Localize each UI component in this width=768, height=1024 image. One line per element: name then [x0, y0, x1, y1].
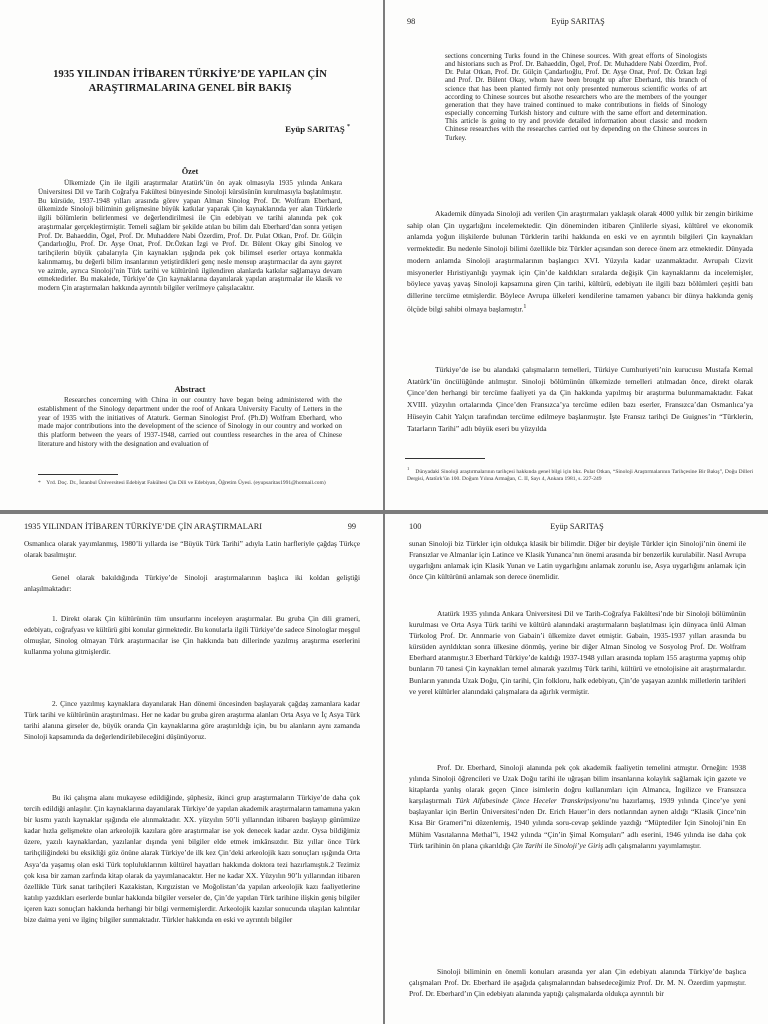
body-paragraph-3-b: ’nu hazırlamış, 1939 yılında Çince’ye yeni başlayanlar için Berlin Üniversitesi’nden Dr. Erich Hauer’in ders notlarından aynen aldığı “Klasik Çince’nin Kısa Bir Grameri”ni düzenlemiş, 1940 yılında soru-cevap şeklinde yazdığı “Müptediler İçin Sinoloji’nin En Mühim Vasıtalarına Methal”i, 1942 yılında “Çin’in Şimal Komşuları” adlı eserini, 1946 yılında ise daha çok Türk tarihinin ön plana çıkarıldığı — [409, 796, 747, 850]
abstract-paragraph: Researches concerning with China in our country have began being administered with the establishment of the Sinology department under the roof of Ankara University Faculty of Letters in the year of 1935 with the initiatives of Ataturk. German Sinologist Prof. (Ph.D) Wolfram Eberhard, who made major contributions into the development of the science of Sinology in our country and worked on this platform between the years of 1937-1948, carried out countless researches in the area of Chinese literature and history with the designation and evaluation of — [38, 396, 342, 448]
body-paragraph-3-italic-title-2: Çin Tarihi — [512, 840, 543, 850]
ozet-paragraph: Ülkemizde Çin ile ilgili araştırmalar Atatürk’ün ön ayak olmasıyla 1935 yılında Ankara Üniversitesi Dil ve Tarih Coğrafya Fakültesi bünyesinde Sinoloji kürsüsünün kurulmasıyla başlatılmıştır. Bu kürsüde, 1937-1948 yılları arasında görev yapan Alman Sinolog Prof. Dr. Wolfram Eberhard, ülkemizde Sinoloji biliminin gelişmesine büyük katkılar yaparak Çin kaynaklarında yer alan Türklerle ilgili bölümlerin belirlenmesi ve değerlendirilmesi ile Çin edebiyatı ve tarihi alanında pek çok araştırmalar gerçekleştirmiştir. Temeli sağlam bir şekilde atılan bu bilim dalı Eberhard’dan sonra yetişen Prof. Dr. Bahaeddin, Ögel, Prof. Dr. Muhaddere Nabi Özerdim, Prof. Dr. Pulat Otkan, Prof. Dr. Gülçin Çandarlıoğlu, Prof. Dr. Ayşe Onat, Prof. Dr.Özkan İzgi ve Prof. Dr. Bülent Okay gibi Sinolog ve tarihçilerin büyük çabalarıyla Çin kaynakları ışığında pek çok bilimsel eserler ortaya konmakla kalınmamış, bu değerli bilim insanlarının yetiştirdikleri genç nesle mensup araştırmacılar da aynı gayret ve azimle, ayrıca Sinoloji’nin Türk tarihi ve kültürünü ilgilendiren alanlarda katkılar sağlamaya devam etmektedirler. Bu makalede, Türkiye’de Çin kaynaklarına dayanılarak yapılan araştırmalar ile klasik ve modern Çin araştırmaları hakkında ayrıntılı bilgiler verilmeye çalışılacaktır. — [38, 179, 342, 292]
page-number: 100 — [409, 522, 422, 531]
body-paragraph-1: Osmanlıca olarak yayımlanmış, 1980’li yıllarda ise “Büyük Türk Tarihi” adıyla Latin harfleriyle çağdaş Türkçe olarak basılmıştır. — [24, 539, 360, 560]
body-paragraph-4: Sinoloji biliminin en önemli konuları arasında yer alan Çin edebiyatı alanında Türkiye’de başlıca çalışmaları Prof. Dr. Eberhard ile aşağıda çalışmalarından bahsedeceğimiz Prof. Dr. M. N. Özerdim yapmıştır. Prof. Dr. Eberhard’ın Çin edebiyatı alanında yaptığı çalışmalarda oldukça ayrıntılı bir — [409, 967, 746, 999]
author-footnote-text: Yrd. Doç. Dr., İstanbul Üniversitesi Edebiyat Fakültesi Çin Dili ve Edebiyatı, Öğretim Üyesi. (eyupsaritas1991@hotmail.com) — [46, 480, 326, 486]
list-item-2: 2. Çince yazılmış kaynaklara dayanılarak Han dönemi öncesinden başlayarak çağdaş zamanlara kadar Türk tarihi ve kültürünün araştırılması. Her ne kadar bu gruba giren araştırma alanları Orta Asya ve İç Asya Türk tarihi alanına girseler de, büyük oranda Çin kaynaklarına göre araştırıldığı için, bu bu alanların aynı zamanda Sinoloji kapsamında da değerlendirilebileceğini düşünüyoruz. — [24, 699, 360, 742]
body-paragraph-2: Türkiye’de ise bu alandaki çalışmaların temelleri, Türkiye Cumhuriyeti’nin kurucusu Mustafa Kemal Atatürk’ün öncülüğünde atılmıştır. Sinoloji bölümünün ülkemizde temelleri atılmadan önce, direkt olarak Çince’den herhangi bir tercüme faaliyeti ya da Çin hakkında yapılmış bir araştırma bulunmamaktadır. Fakat XVIII. yüzyılın ortalarında Çince’den Fransızca’ya tercüme edilen bazı eserler, Fransızca’dan Osmanlıca’ya Hüseyin Cahit Yalçın tarafından tercüme edilmeye başlanmıştır. İşte Fransız tarihçi De Guignes’in “Türklerin, Tatarların Tarihi” adlı büyük eseri bu yüzyılda — [407, 365, 753, 433]
author-name — [200, 124, 350, 134]
body-paragraph-3-a: Prof. Dr. Eberhard, Sinoloji alanında pek çok akademik faaliyetin temelini atmıştır. Örneğin: 1938 yılında Sinoloji öğrencileri ve Uzak Doğu tarihi ile uğraşan bilim insanlarına kolaylık sağlamak için gazete ve kitaplarda yanlış olarak geçen Çince isimlerin doğru kullanımları için Almanca, İngilizce ve Fransızca karşılaştırmalı — [409, 763, 746, 806]
page-number: 98 — [407, 17, 416, 26]
body-paragraph-3-italic-title-3: Sinoloji’ye Giriş — [553, 840, 604, 850]
running-head-title: 1935 YILINDAN İTİBAREN TÜRKİYE’DE ÇİN ARAŞTIRMALARI — [24, 522, 263, 531]
footnote-1-number: 1 — [407, 466, 410, 471]
body-paragraph-3-c: ile — [542, 840, 554, 850]
author-label: Eyüp SARITAŞ — [285, 124, 345, 134]
body-paragraph-1-text: Akademik dünyada Sinoloji adı verilen Çin araştırmaları yaklaşık olarak 4000 yıllık bir zengin birikime sahip olan Çin uygarlığını incelemektedir. Qin döneminden itibaren Çinlilerle siyasi, kültürel ve ekonomik anlamda yoğun ilişkilerde bulunan Türklerin tarihi hakkında en eski ve en ayrıntılı bilgileri Çin kaynakları vermektedir. Bu nedenle Sinoloji bilimi özellikle biz Türkler açısından son derece önem arz etmektedir. Dünyada modern anlamda Sinoloji araştırmalarının başlangıcı XVI. Yüzyıla kadar uzanmaktadır. Avrupalı Cizvit misyonerler Hıristiyanlığı yaymak için Çin’de kaldıkları sıralarda değişik Çin kaynaklarını da incelemişler, böylece yavaş yavaş Sinoloji kapsamına giren Çin tarihi, kültürü, edebiyatı ile ilgili bazı bölümleri çeşitli batı dillerine tercüme etmişlerdir. Böylece Avrupa ülkeleri kendilerine tamamen yabancı bir dünya hakkında geniş ölçüde bilgi sahibi olmaya başlamıştır. — [407, 209, 753, 314]
body-paragraph-1: sunan Sinoloji biz Türkler için oldukça klasik bir bilimdir. Diğer bir deyişle Türkler için Sinoloji’nin önemi ile Fransızlar ve Almanlar için Latince ve Klasik Yunanca’nın önemi arasında bir benzerlik kurulabilir. Nasıl Avrupa uygarlığını anlamak için Klasik Yunan ve Latin uygarlığını anlamak zorunlu ise, Asya uygarlığını anlamak için önce Çin kültürünü anlamak son derece önemlidir. — [409, 539, 746, 582]
body-paragraph-2: Atatürk 1935 yılında Ankara Üniversitesi Dil ve Tarih-Coğrafya Fakültesi’nde bir Sinoloji bölümünün kurulması ve Orta Asya Türk tarihi ve kültürü alanındaki araştırmaların başlatılması için dünyaca ünlü Alman Türkolog Prof. Dr. Annmarie von Gabain’i ülkemize davet etmiştir. Gabain, 1935-1937 yılları arasında bu kürsüden ayrıldıktan sonra ülkesine dönmüş, yerine bir diğer Alman Sinolog ve Sosyolog Prof. Dr. Wolfram Eberhard atanmıştır.3 Eberhard Türkiye’de kaldığı 1937-1948 yılları arasında toplam 155 araştırma yapmış ohip bunların 70 tanesi Çin kaynakları temel alınarak yazılmış Türk tarihi, kültürü ve etnolojisine ait araştırmalardır. Bunların yanında Uzak Doğu, Çin tarihi, Çin folkloru, halk edebiyatı, Çin’de yaşayan azınlık milletlerin tarihleri ve yerel kültürler alanındaki çalışmalara da ağırlık vermiştir. — [409, 609, 746, 696]
body-paragraph-3 — [409, 762, 746, 851]
ozet-heading: Özet — [181, 167, 199, 176]
article-title: 1935 YILINDAN İTİBAREN TÜRKİYE’DE YAPILAN ÇİN ARAŞTIRMALARINA GENEL BİR BAKIŞ — [53, 69, 327, 94]
body-paragraph-1 — [407, 208, 753, 315]
page-99 — [0, 514, 383, 1024]
body-paragraph-2: Genel olarak bakıldığında Türkiye’de Sinoloji araştırmalarının başlıca iki koldan geliştiği anlaşılmaktadır: — [24, 573, 360, 594]
abstract-heading: Abstract — [174, 385, 206, 394]
body-paragraph-3-italic-title: Türk Alfabesinde Çince Heceler Transkripsiyonu — [455, 796, 609, 806]
page-first-article — [0, 0, 383, 510]
footnote-1 — [407, 465, 753, 484]
running-head-author: Eyüp SARITAŞ — [550, 522, 604, 531]
abstract-continued: sections concerning Turks found in the Chinese sources. With great efforts of Sinologists and historians such as Prof. Dr. Bahaeddin, Ögel, Prof. Dr. Muhaddere Nabi Özerdim, Prof. Dr. Pulat Otkan, Prof. Dr. Gülçin Çandarlıoğlu, Prof. Dr. Ayşe Onat, Prof. Dr. Özkan İzgi and Prof. Dr. Bülent Okay, whom have been brought up after Eberhard, this branch of science that has been planted firmly not only presented numerous scientific works of art according to Chinese sources but alsothe researchers who are the members of the younger generation that they have trained continued to make contributions in fields of Sinology especially concerning Turkish history and culture with the same effort and determination. This article is going to try and provide detailed information about classic and modern Chinese researches with the researches carried out by depending on the Chinese sources in Turkey. — [445, 52, 707, 142]
footnote-1-text: Dünyadaki Sinoloji araştırmalarının tarihçesi hakkında genel bilgi için bkz. Pulat Otkan, “Sinoloji Araştırmalarının Tarihçesine Bir Bakış”, Doğu Dilleri Dergisi, Atatürk’ün 100. Doğum Yılına Armağan, C. II, Sayı 4, Ankara 1981, s. 227-249 — [407, 468, 753, 483]
running-head-author: Eyüp SARITAŞ — [551, 17, 605, 26]
author-footnote-mark: * — [347, 124, 350, 131]
page-number: 99 — [347, 522, 356, 531]
footnote-rule — [38, 474, 118, 475]
body-paragraph-3-d: adlı çalışmalarını yayımlamıştır. — [603, 840, 702, 850]
author-footnote-mark-inline: * — [38, 480, 41, 486]
footnote-rule — [405, 458, 485, 459]
page-100 — [385, 514, 768, 1024]
footnote-ref-1: 1 — [523, 303, 527, 310]
page-98 — [385, 0, 768, 510]
list-item-1: 1. Direkt olarak Çin kültürünün tüm unsurlarını inceleyen araştırmalar. Bu gruba Çin dili grameri, edebiyatı, coğrafyası ve kültürü gibi konular girmektedir. Bu konularla ilgili Türkiye’de sadece Sinologlar meşgul olmuşlar, Sinolog olmayan Türk araştırmacılar ise Çin hakkında batı dillerinde yazılmış araştırma eserlerini kullanma yoluna gitmişlerdir. — [24, 614, 360, 657]
body-paragraph-3: Bu iki çalışma alanı mukayese edildiğinde, şüphesiz, ikinci grup araştırmaların Türkiye’de daha çok tercih edildiği anlaşılır. Çin kaynaklarına dayanılarak Türkiye’de yapılan akademik araştırmaların tamamına yakın bir kısmı yazılı kaynaklar ışığında ele alınmaktadır. XX. yüzyılın 50’li yıllarından itibaren başlayıp günümüze kadar hızla gelişmekte olan arkeolojik kazılara göre araştırmalar ise yok denecek kadar azdır. Oysa bildiğimiz üzere, yazılı kaynaklardan, yazılanlar dışında yeni bilgiler elde etmek imkânsızdır. Biz yıllar önce Türk tarihçiliğindeki bu eksikliği göz önüne alarak Türkiye’de ilk kez Çin’deki arkeolojik kazı sonuçları ışığında Orta Asya’da yaşamış olan eski Türk topluluklarının kültürel hayatları hakkında doktora tezi hazırlamıştık.2 Tezimiz çok kısa bir zaman zarfında kitap olarak da yayımlanacaktır. Her ne kadar XX. Yüzyılın 90’lı yıllarından itibaren özellikle Türk sanat tarihçileri Kazakistan, Kırgızistan ve Moğolistan’da yapılan arkeolojik kazı faaliyetlerine katılıp yazdıkları eserlerde bunlar hakkında bilgiler verseler de, Çin’de yapılan Türk tarihine ilişkin geniş bilgiler içeren kazı sonuçları hakkında herhangi bir bilgi vermemişlerdir. Arkeolojik kazılar sonucunda ulaşılan kalıntılar bize daima yeni ve ilginç bilgiler sunmaktadır. Türkler hakkında en eski ve ayrıntılı bilgiler — [24, 793, 360, 925]
author-footnote — [38, 480, 343, 488]
